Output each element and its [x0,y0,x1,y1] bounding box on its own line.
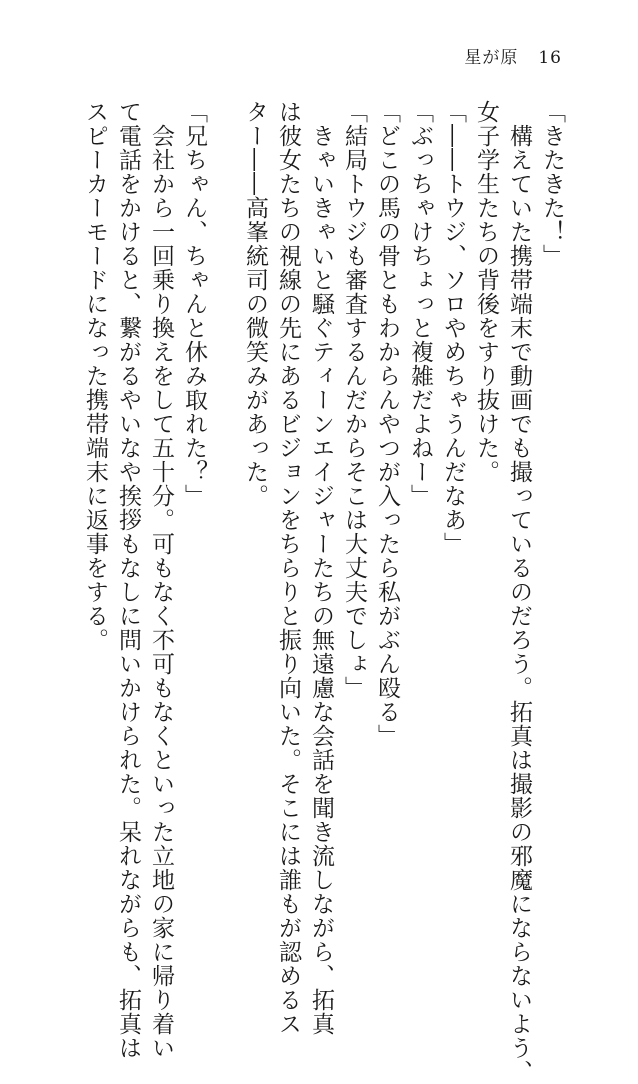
text-line: ター――高峯統司の微笑みがあった。 [242,100,268,508]
body-text [58,100,568,1084]
section-gap [210,100,238,880]
text-line: 「どこの馬の骨ともわからんやつが入ったら私がぶん殴る」 [374,100,400,748]
text-line: 「――トウジ、ソロやめちゃうんだなあ」 [440,100,466,556]
text-line: 構えていた携帯端末で動画でも撮っているのだろう。拓真は撮影の邪魔にならないよう、 [506,100,532,1084]
text-line: 「ぶっちゃけちょっと複雑だよねー」 [407,100,433,508]
text-line: 「兄ちゃん、ちゃんと休み取れた？」 [181,100,207,508]
page-number: 16 [538,48,562,68]
text-line: 会社から一回乗り換えをして五十分。可もなく不可もなくといった立地の家に帰り着い [148,100,174,1060]
text-line: て電話をかけると、繋がるやいなや挨拶もなしに問いかけられた。呆れながらも、拓真は [115,100,141,1060]
text-line: 「きたきた！」 [539,100,565,268]
text-line: 「結局トウジも審査するんだからそこは大丈夫でしょ」 [341,100,367,700]
running-header [464,43,562,68]
text-line: は彼女たちの視線の先にあるビジョンをちらりと振り向いた。そこには誰もが認めるス [275,100,301,1036]
running-title: 星が原 [464,48,519,68]
text-line: 女子学生たちの背後をすり抜けた。 [473,100,499,484]
text-line: スピーカーモードになった携帯端末に返事をする。 [82,100,108,652]
text-line: きゃいきゃいと騒ぐティーンエイジャーたちの無遠慮な会話を聞き流しながら、拓真 [308,100,334,1036]
